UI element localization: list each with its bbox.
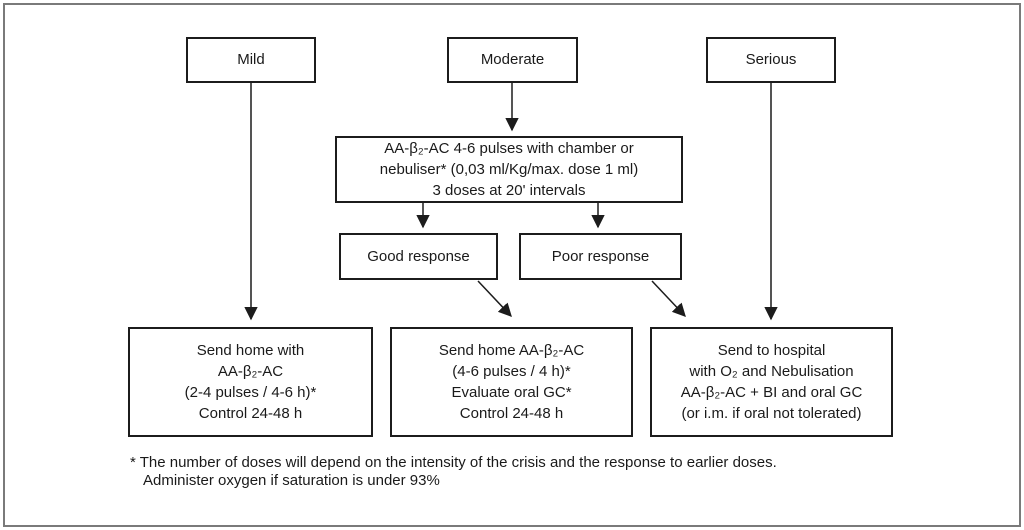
node-send-home-moderate [390,327,633,437]
footnote-line-1: * The number of doses will depend on the intensity of the crisis and the response to earlier doses. [130,454,777,471]
node-serious-label: Serious [745,51,797,68]
node-text-line: (2-4 pulses / 4-6 h)* [184,384,317,401]
node-text-line: Send to hospital [717,342,826,359]
node-treatment [335,136,683,203]
node-text-line: 3 doses at 20' intervals [432,182,586,199]
node-text-line: nebuliser* (0,03 ml/Kg/max. dose 1 ml) [379,161,639,178]
node-mild-label: Mild [237,51,265,68]
node-text-line: Evaluate oral GC* [451,384,572,401]
node-text-line: AA-β₂-AC + BI and oral GC [680,384,863,401]
node-text-line: Control 24-48 h [198,405,303,422]
node-moderate [447,37,578,83]
footnote-line-2: Administer oxygen if saturation is under 93% [143,471,440,489]
node-text-line: with O₂ and Nebulisation [689,363,854,380]
footnote [130,454,960,489]
node-good-response [339,233,498,280]
node-text-line: (4-6 pulses / 4 h)* [452,363,571,380]
node-text-line: AA-β₂-AC [217,363,284,380]
node-send-hospital [650,327,893,437]
node-send-home-mild [128,327,373,437]
node-text-line: AA-β₂-AC 4-6 pulses with chamber or [384,140,634,157]
node-text-line: Send home AA-β₂-AC [438,342,585,359]
node-moderate-label: Moderate [480,51,545,68]
node-serious [706,37,836,83]
node-poor-response [519,233,682,280]
node-text-line: Control 24-48 h [459,405,564,422]
node-text-line: Send home with [196,342,305,359]
node-mild [186,37,316,83]
node-poor-response-label: Poor response [551,247,650,265]
node-text-line: (or i.m. if oral not tolerated) [681,405,862,422]
node-good-response-label: Good response [367,247,470,265]
